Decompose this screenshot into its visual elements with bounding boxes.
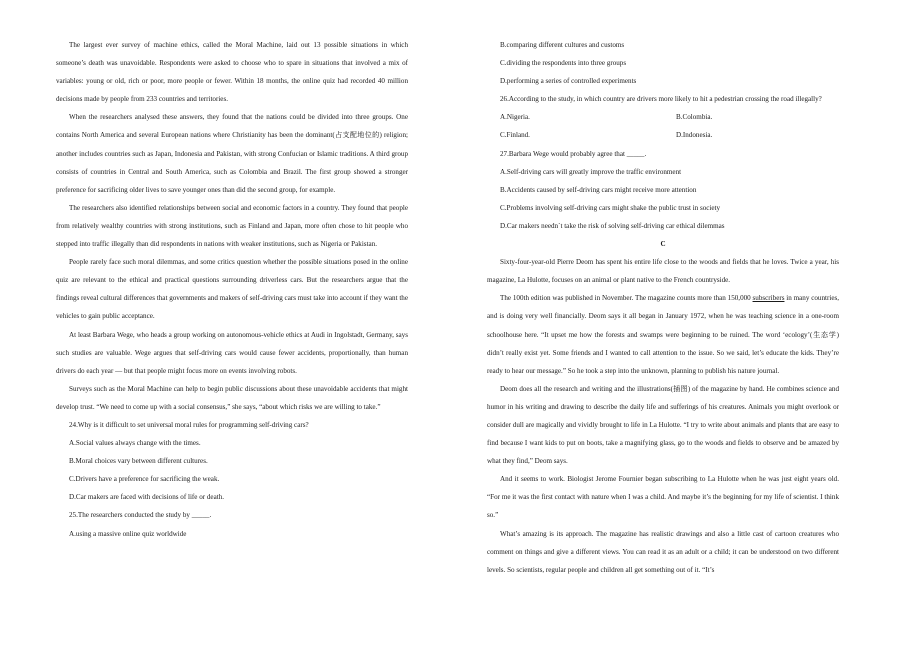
question-26: 26.According to the study, in which country are drivers more likely to hit a pedestrian crossing the road illegally?: [500, 95, 822, 104]
question-27-option-b: B.Accidents caused by self-driving cars might receive more attention: [500, 185, 697, 194]
underlined-word-subscribers: subscribers: [752, 294, 785, 303]
question-27-option-a: A.Self-driving cars will greatly improve the traffic environment: [500, 167, 682, 176]
passage-c-paragraph-4: And it seems to work. Biologist Jerome Fournier began subscribing to La Hulotte when he was just eight years old. “For me it was the first contact with nature when I was a child. And maybe it’s the beginning for my life of scientist. I think so.”: [487, 475, 839, 520]
passage-b-paragraph-1: The largest ever survey of machine ethics, called the Moral Machine, laid out 13 possible situations in which someone’s death was unavoidable. Respondents were asked to choose who to spare in situations that involved a mix of variables: young or old, rich or poor, more people or fewer. Within 18 months, the online quiz had recorded 40 million decisions made by people from 233 countries and territories.: [56, 41, 408, 104]
question-26-option-a: A.Nigeria.: [500, 113, 530, 122]
passage-c-paragraph-2-start: The 100th edition was published in November. The magazine counts more than 150,000: [500, 294, 753, 303]
left-column: [56, 36, 408, 543]
question-25-option-c: C.dividing the respondents into three groups: [500, 59, 627, 68]
question-26-options-row-1: [487, 108, 839, 126]
passage-b-paragraph-6: Surveys such as the Moral Machine can help to begin public discussions about these unavoidable accidents that might develop trust. “We need to come up with a social consensus,” she says, “about which risks we are willing to take.”: [56, 384, 408, 411]
question-26-options-row-2: [487, 126, 839, 144]
question-27-option-d: D.Car makers needn`t take the risk of solving self-driving car ethical dilemmas: [500, 221, 725, 230]
passage-c-paragraph-3: Deom does all the research and writing and the illustrations(插图) of the magazine by hand. He combines science and humor in his writing and drawing to describe the daily life and sufferings of his creatures. Animals you might overlook or consider dull are magically and vividly brought to life in La Hulotte. “I try to write about animals and plants that are easy to find because I want kids to put on boots, take a magnifying glass, go to the woods and fields to observe and be amazed by what they find,” Deom says.: [487, 384, 839, 466]
right-column: [487, 36, 839, 579]
passage-c-paragraph-2: [487, 289, 839, 379]
passage-c-paragraph-1: Sixty-four-year-old Pierre Deom has spent his entire life close to the woods and fields that he loves. Twice a year, his magazine, La Hulotte, focuses on an animal or plant native to the French countryside.: [487, 258, 839, 285]
question-26-option-d: D.Indonesia.: [676, 131, 713, 140]
question-26-option-b: B.Colombia.: [676, 113, 713, 122]
question-25-option-d: D.performing a series of controlled experiments: [500, 77, 637, 86]
passage-b-paragraph-4: People rarely face such moral dilemmas, and some critics question whether the possible situations posed in the online quiz are relevant to the ethical and practical questions surrounding driverless cars. But the researchers argue that the findings reveal cultural differences that governments and makers of self-driving cars must take into account if they want the vehicles to gain public acceptance.: [56, 258, 408, 321]
question-25-option-b: B.comparing different cultures and customs: [500, 41, 625, 49]
question-27-option-c: C.Problems involving self-driving cars might shake the public trust in society: [500, 203, 721, 212]
question-24-option-d: D.Car makers are faced with decisions of life or death.: [69, 493, 225, 502]
question-24-option-c: C.Drivers have a preference for sacrificing the weak.: [69, 475, 220, 484]
question-25-option-a: A.using a massive online quiz worldwide: [69, 529, 187, 538]
question-24: 24.Why is it difficult to set universal moral rules for programming self-driving cars?: [69, 420, 309, 429]
passage-c-paragraph-2-end: in many countries, and is doing very well financially. Deom says it all began in January 1972, when he was teaching science in a one-room schoolhouse here. “It upset me how the forests and swamps were beginning to be ruined. The word ‘ecology’(生态学) didn’t really exist yet. Some friends and I wanted to call attention to the issue. So we said, let’s educate the kids. They’re ready to hear our message.” So he took a step into the unknown, planning to publish his nature journal.: [487, 294, 840, 375]
passage-b-paragraph-3: The researchers also identified relationships between social and economic factors in a country. They found that people from relatively wealthy countries with strong institutions, such as Finland and Japan, more often chose to hit people who stepped into traffic illegally than did respondents in nations with weaker institutions, such as Nigeria or Pakistan.: [56, 203, 408, 249]
passage-c-paragraph-5: What’s amazing is its approach. The magazine has realistic drawings and also a little cast of cartoon creatures who comment on things and give a different views. You can read it as an adult or a child; it can be understood on two different levels. So scientists, regular people and children all get something out of it. “It’s: [487, 529, 839, 574]
passage-b-paragraph-5: At least Barbara Wege, who heads a group working on autonomous-vehicle ethics at Audi in Ingolstadt, Germany, says such studies are valuable. Wege argues that self-driving cars would cause fewer accidents, proportionally, than human drivers do each year — but that people might focus more on events involving robots.: [56, 330, 408, 375]
question-26-option-c: C.Finland.: [500, 131, 530, 140]
question-25: 25.The researchers conducted the study by _____.: [69, 511, 212, 520]
passage-b-paragraph-2: When the researchers analysed these answers, they found that the nations could be divided into three groups. One contains North America and several European nations where Christianity has been the dominant(占支配地位的) religion; another includes countries such as Japan, Indonesia and Pakistan, with strong Confucian or Islamic traditions. A third group consists of countries in Central and South America, such as Colombia and Brazil. The first group showed a stronger preference for sacrificing older lives to save younger ones than did the second group, for example.: [56, 113, 408, 194]
question-24-option-a: A.Social values always change with the times.: [69, 439, 201, 448]
question-24-option-b: B.Moral choices vary between different cultures.: [69, 457, 208, 466]
section-c-heading: C: [660, 240, 666, 249]
question-27: 27.Barbara Wege would probably agree that _____.: [500, 149, 647, 158]
